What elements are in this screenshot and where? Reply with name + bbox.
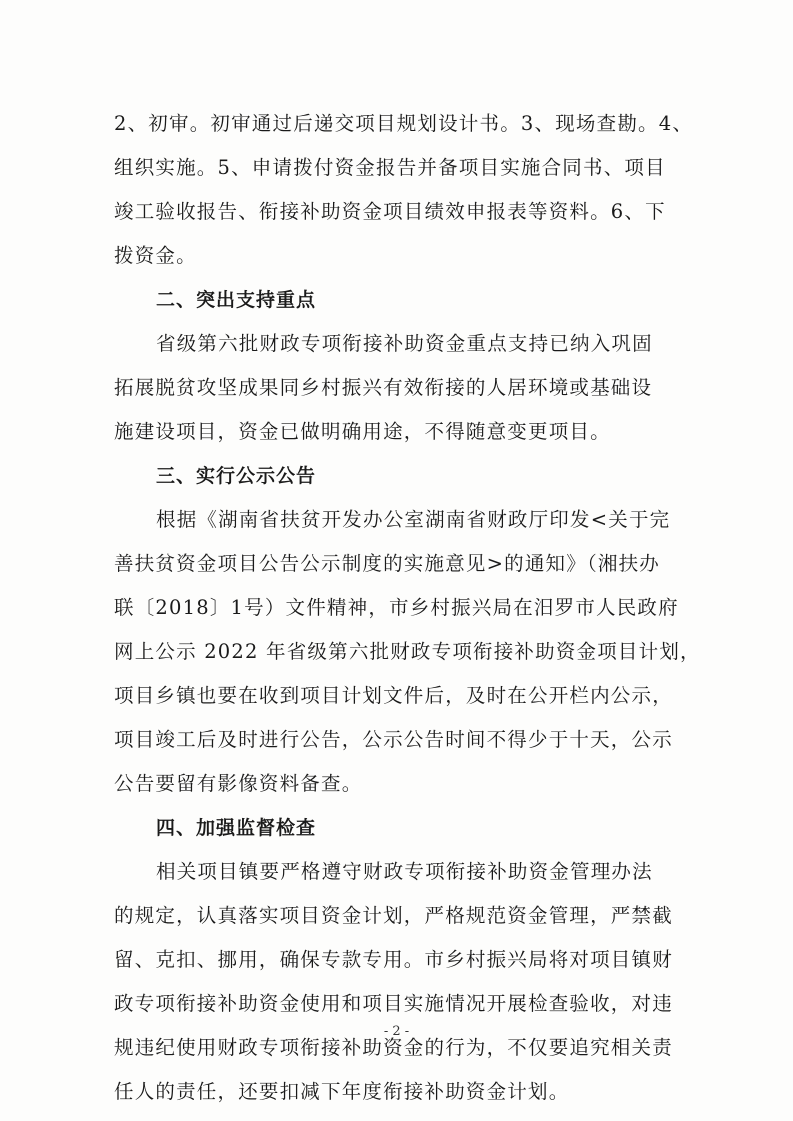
body-line: 公告要留有影像资料备查。 xyxy=(114,772,363,795)
body-line: 拓展脱贫攻坚成果同乡村振兴有效衔接的人居环境或基础设 xyxy=(114,376,653,399)
paragraph-first-line: 根据《湖南省扶贫开发办公室湖南省财政厅印发<关于完 xyxy=(156,508,671,531)
paragraph-first-line: 相关项目镇要严格遵守财政专项衔接补助资金管理办法 xyxy=(156,860,653,883)
body-line: 留、克扣、挪用，确保专款专用。市乡村振兴局将对项目镇财 xyxy=(114,948,673,971)
document-body xyxy=(114,102,701,1114)
body-line: 项目乡镇也要在收到项目计划文件后，及时在公开栏内公示， xyxy=(114,684,673,707)
body-line: 拨资金。 xyxy=(114,244,197,267)
body-line: 联〔2018〕1号）文件精神，市乡村振兴局在汨罗市人民政府 xyxy=(114,596,679,619)
body-line: 的规定，认真落实项目资金计划，严格规范资金管理，严禁截 xyxy=(114,904,673,927)
body-line: 任人的责任，还要扣减下年度衔接补助资金计划。 xyxy=(114,1080,570,1103)
body-line: 政专项衔接补助资金使用和项目实施情况开展检查验收，对违 xyxy=(114,992,673,1015)
section-heading-3: 三、实行公示公告 xyxy=(156,465,317,487)
body-line: 组织实施。5、申请拨付资金报告并备项目实施合同书、项目 xyxy=(114,156,666,179)
body-line: 2、初审。初审通过后递交项目规划设计书。3、现场查勘。4、 xyxy=(114,112,694,135)
body-line: 施建设项目，资金已做明确用途，不得随意变更项目。 xyxy=(114,420,611,443)
page-number: - 2 - xyxy=(383,1024,410,1039)
paragraph-first-line: 省级第六批财政专项衔接补助资金重点支持已纳入巩固 xyxy=(156,332,653,355)
section-heading-4: 四、加强监督检查 xyxy=(156,817,317,839)
body-line: 竣工验收报告、衔接补助资金项目绩效申报表等资料。6、下 xyxy=(114,200,666,223)
body-line: 规违纪使用财政专项衔接补助资金的行为，不仅要追究相关责 xyxy=(114,1036,673,1059)
body-line: 网上公示 2022 年省级第六批财政专项衔接补助资金项目计划， xyxy=(114,640,701,663)
body-line: 项目竣工后及时进行公告，公示公告时间不得少于十天，公示 xyxy=(114,728,673,751)
body-line: 善扶贫资金项目公告公示制度的实施意见>的通知》（湘扶办 xyxy=(114,552,660,575)
section-heading-2: 二、突出支持重点 xyxy=(156,289,317,311)
